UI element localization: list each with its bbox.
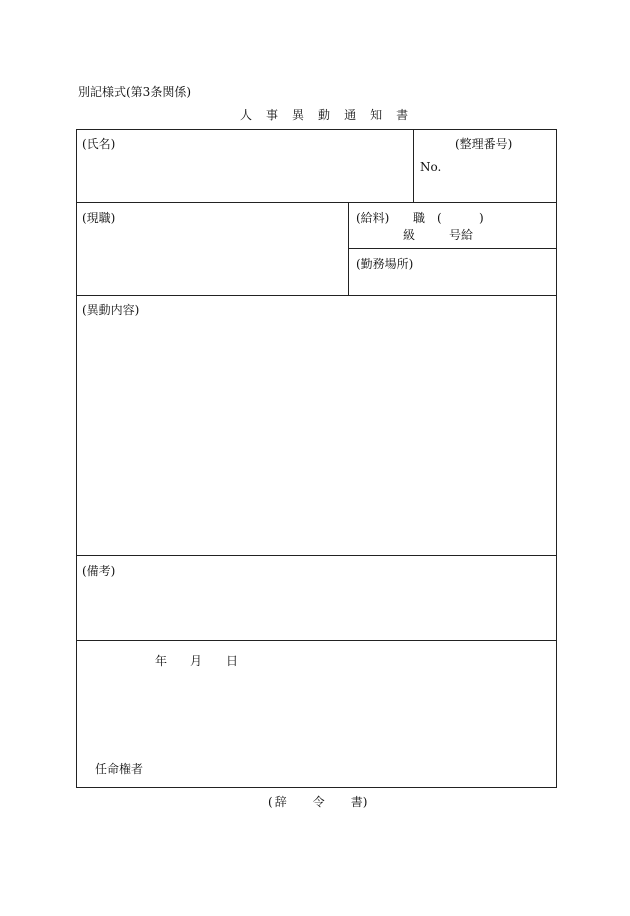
column-divider <box>348 202 349 296</box>
title-char: 知 <box>370 108 383 122</box>
salary-label: (給料) <box>356 211 390 225</box>
footer-paren-close: ) <box>362 795 368 809</box>
row-divider <box>76 555 557 556</box>
title-char: 人 <box>240 108 253 122</box>
border-bottom <box>76 787 557 788</box>
ref-number-label: (整理番号) <box>455 137 513 151</box>
paren-close: ) <box>479 211 484 225</box>
row-divider <box>348 248 557 249</box>
remarks-label: (備考) <box>82 564 116 578</box>
year-label: 年 <box>155 654 168 668</box>
document-title <box>240 109 408 121</box>
paren-open: ( <box>437 211 442 225</box>
border-left <box>76 129 77 788</box>
border-right <box>556 129 557 788</box>
footer-char: 令 <box>312 795 325 809</box>
document-footer <box>268 796 367 808</box>
no-label: No. <box>420 160 442 174</box>
transfer-details-label: (異動内容) <box>82 303 140 317</box>
current-post-label: (現職) <box>82 211 116 225</box>
border-top <box>76 129 557 130</box>
footer-char: 書 <box>350 795 363 809</box>
footer-paren-open: ( <box>268 795 273 809</box>
form-reference: 別記様式(第3条関係) <box>78 85 191 99</box>
title-char: 書 <box>396 108 409 122</box>
footer-char: 辞 <box>274 795 287 809</box>
row-divider <box>76 202 557 203</box>
title-char: 異 <box>292 108 305 122</box>
title-char: 通 <box>344 108 357 122</box>
class-label: 級 <box>403 228 416 242</box>
row-divider <box>76 295 557 296</box>
row-divider <box>76 640 557 641</box>
grade-label: 職 <box>413 211 426 225</box>
workplace-label: (勤務場所) <box>356 257 414 271</box>
column-divider <box>413 129 414 203</box>
title-char: 事 <box>266 108 279 122</box>
day-label: 日 <box>226 654 239 668</box>
step-label: 号給 <box>449 228 474 242</box>
name-label: (氏名) <box>82 137 116 151</box>
appointer-label: 任命権者 <box>95 762 144 776</box>
title-char: 動 <box>318 108 331 122</box>
month-label: 月 <box>190 654 203 668</box>
